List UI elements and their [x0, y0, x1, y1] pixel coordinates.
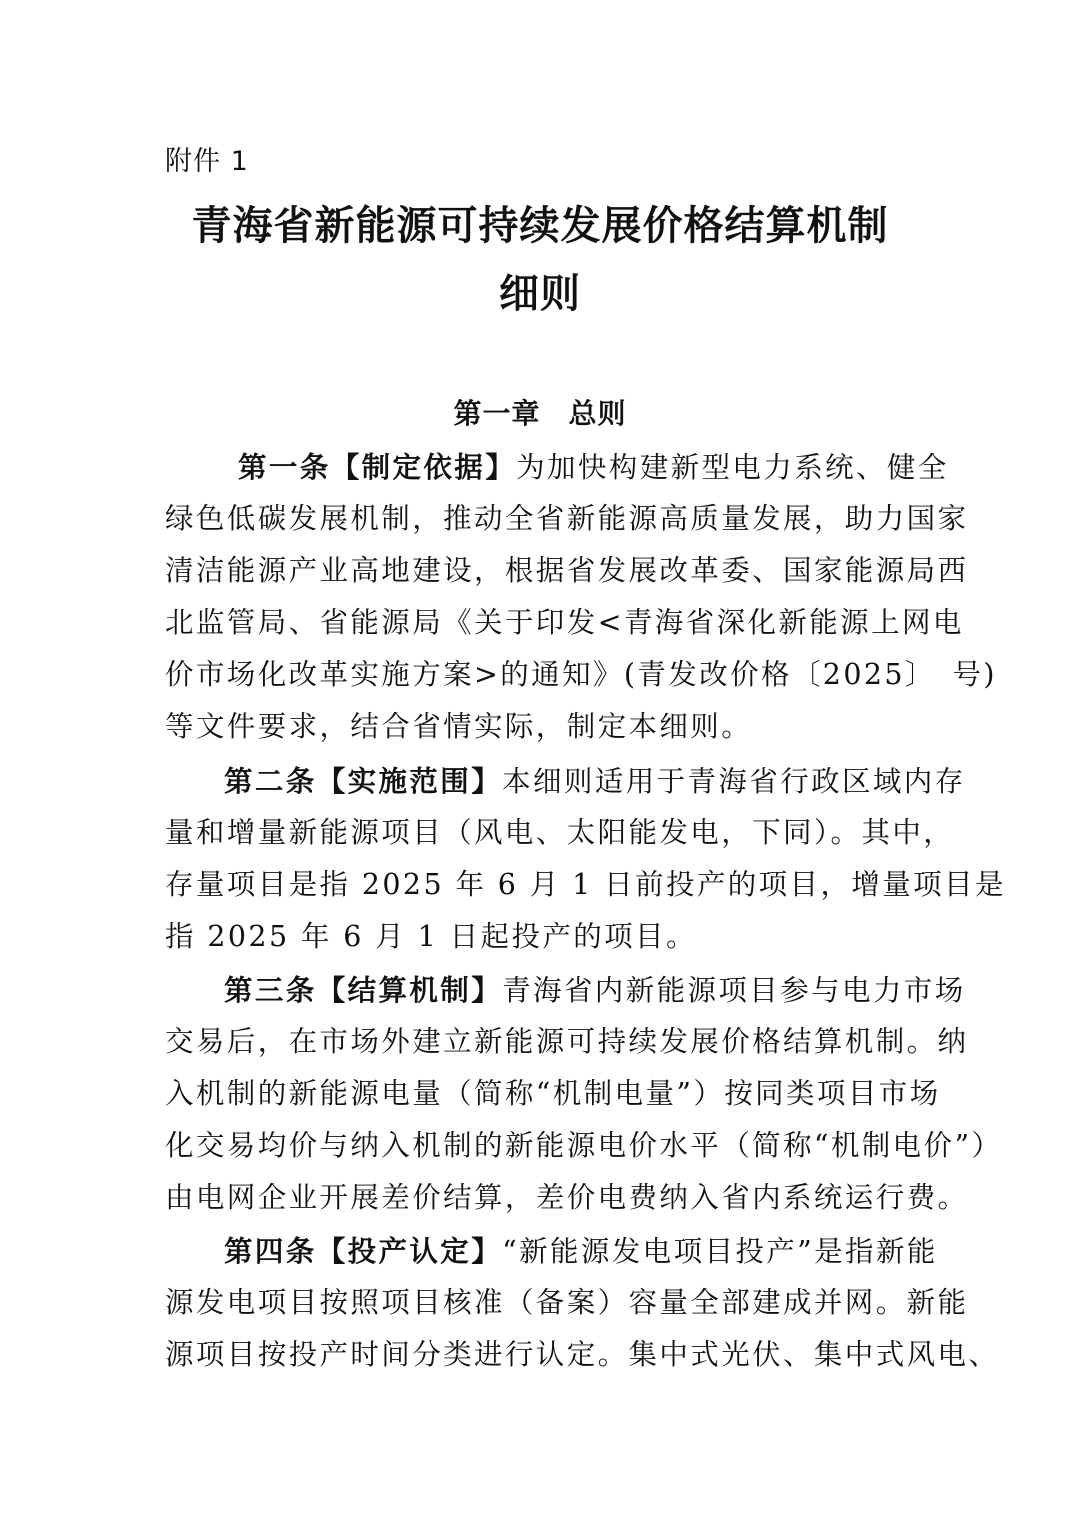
article-1-line-2: 绿色低碳发展机制，推动全省新能源高质量发展，助力国家 [165, 502, 969, 535]
document-title-line-1: 青海省新能源可持续发展价格结算机制 [191, 203, 889, 249]
article-3-line-5: 由电网企业开展差价结算，差价电费纳入省内系统运行费。 [165, 1181, 969, 1214]
article-4-heading: 第四条【投产认定】 [224, 1234, 503, 1268]
article-4-line-3: 源项目按投产时间分类进行认定。集中式光伏、集中式风电、 [165, 1338, 1000, 1371]
article-1-line-5: 价市场化改革实施方案>的通知》(青发改价格〔2025〕 号) [165, 658, 997, 691]
article-1-line-3: 清洁能源产业高地建设，根据省发展改革委、国家能源局西 [165, 554, 969, 587]
article-3-line-2: 交易后，在市场外建立新能源可持续发展价格结算机制。纳 [165, 1025, 969, 1058]
article-2-line-2: 量和增量新能源项目（风电、太阳能发电，下同）。其中， [165, 816, 955, 849]
article-2-text: 本细则适用于青海省行政区域内存 [502, 765, 966, 798]
chapter-number: 第一章 [453, 397, 541, 430]
document-title-line-2: 细则 [499, 271, 581, 317]
article-1-heading: 第一条【制定依据】 [238, 450, 517, 484]
chapter-heading [165, 392, 915, 436]
article-3-text: 青海省内新能源项目参与电力市场 [502, 974, 966, 1007]
article-4-line-1 [224, 1225, 938, 1277]
attachment-label: 附件 1 [165, 146, 249, 177]
article-1-line-4: 北监管局、省能源局《关于印发<青海省深化新能源上网电 [165, 606, 964, 639]
article-1-line-6: 等文件要求，结合省情实际，制定本细则。 [165, 710, 753, 743]
article-3-line-1 [224, 964, 966, 1016]
article-4-text: “新能源发电项目投产”是指新能 [502, 1235, 938, 1268]
article-1-text: 为加快构建新型电力系统、健全 [516, 451, 949, 484]
article-3-line-3: 入机制的新能源电量（简称“机制电量”）按同类项目市场 [165, 1077, 941, 1110]
article-4-line-2: 源发电项目按照项目核准（备案）容量全部建成并网。新能 [165, 1286, 969, 1319]
article-1-line-1 [238, 441, 949, 493]
article-2-heading: 第二条【实施范围】 [224, 764, 503, 798]
chapter-title: 总则 [568, 397, 627, 430]
article-2-line-3: 存量项目是指 2025 年 6 月 1 日前投产的项目，增量项目是 [165, 868, 1006, 901]
article-2-line-4: 指 2025 年 6 月 1 日起投产的项目。 [165, 920, 697, 953]
article-2-line-1 [224, 755, 966, 807]
article-3-heading: 第三条【结算机制】 [224, 973, 503, 1007]
article-3-line-4: 化交易均价与纳入机制的新能源电价水平（简称“机制电价”） [165, 1129, 1003, 1162]
